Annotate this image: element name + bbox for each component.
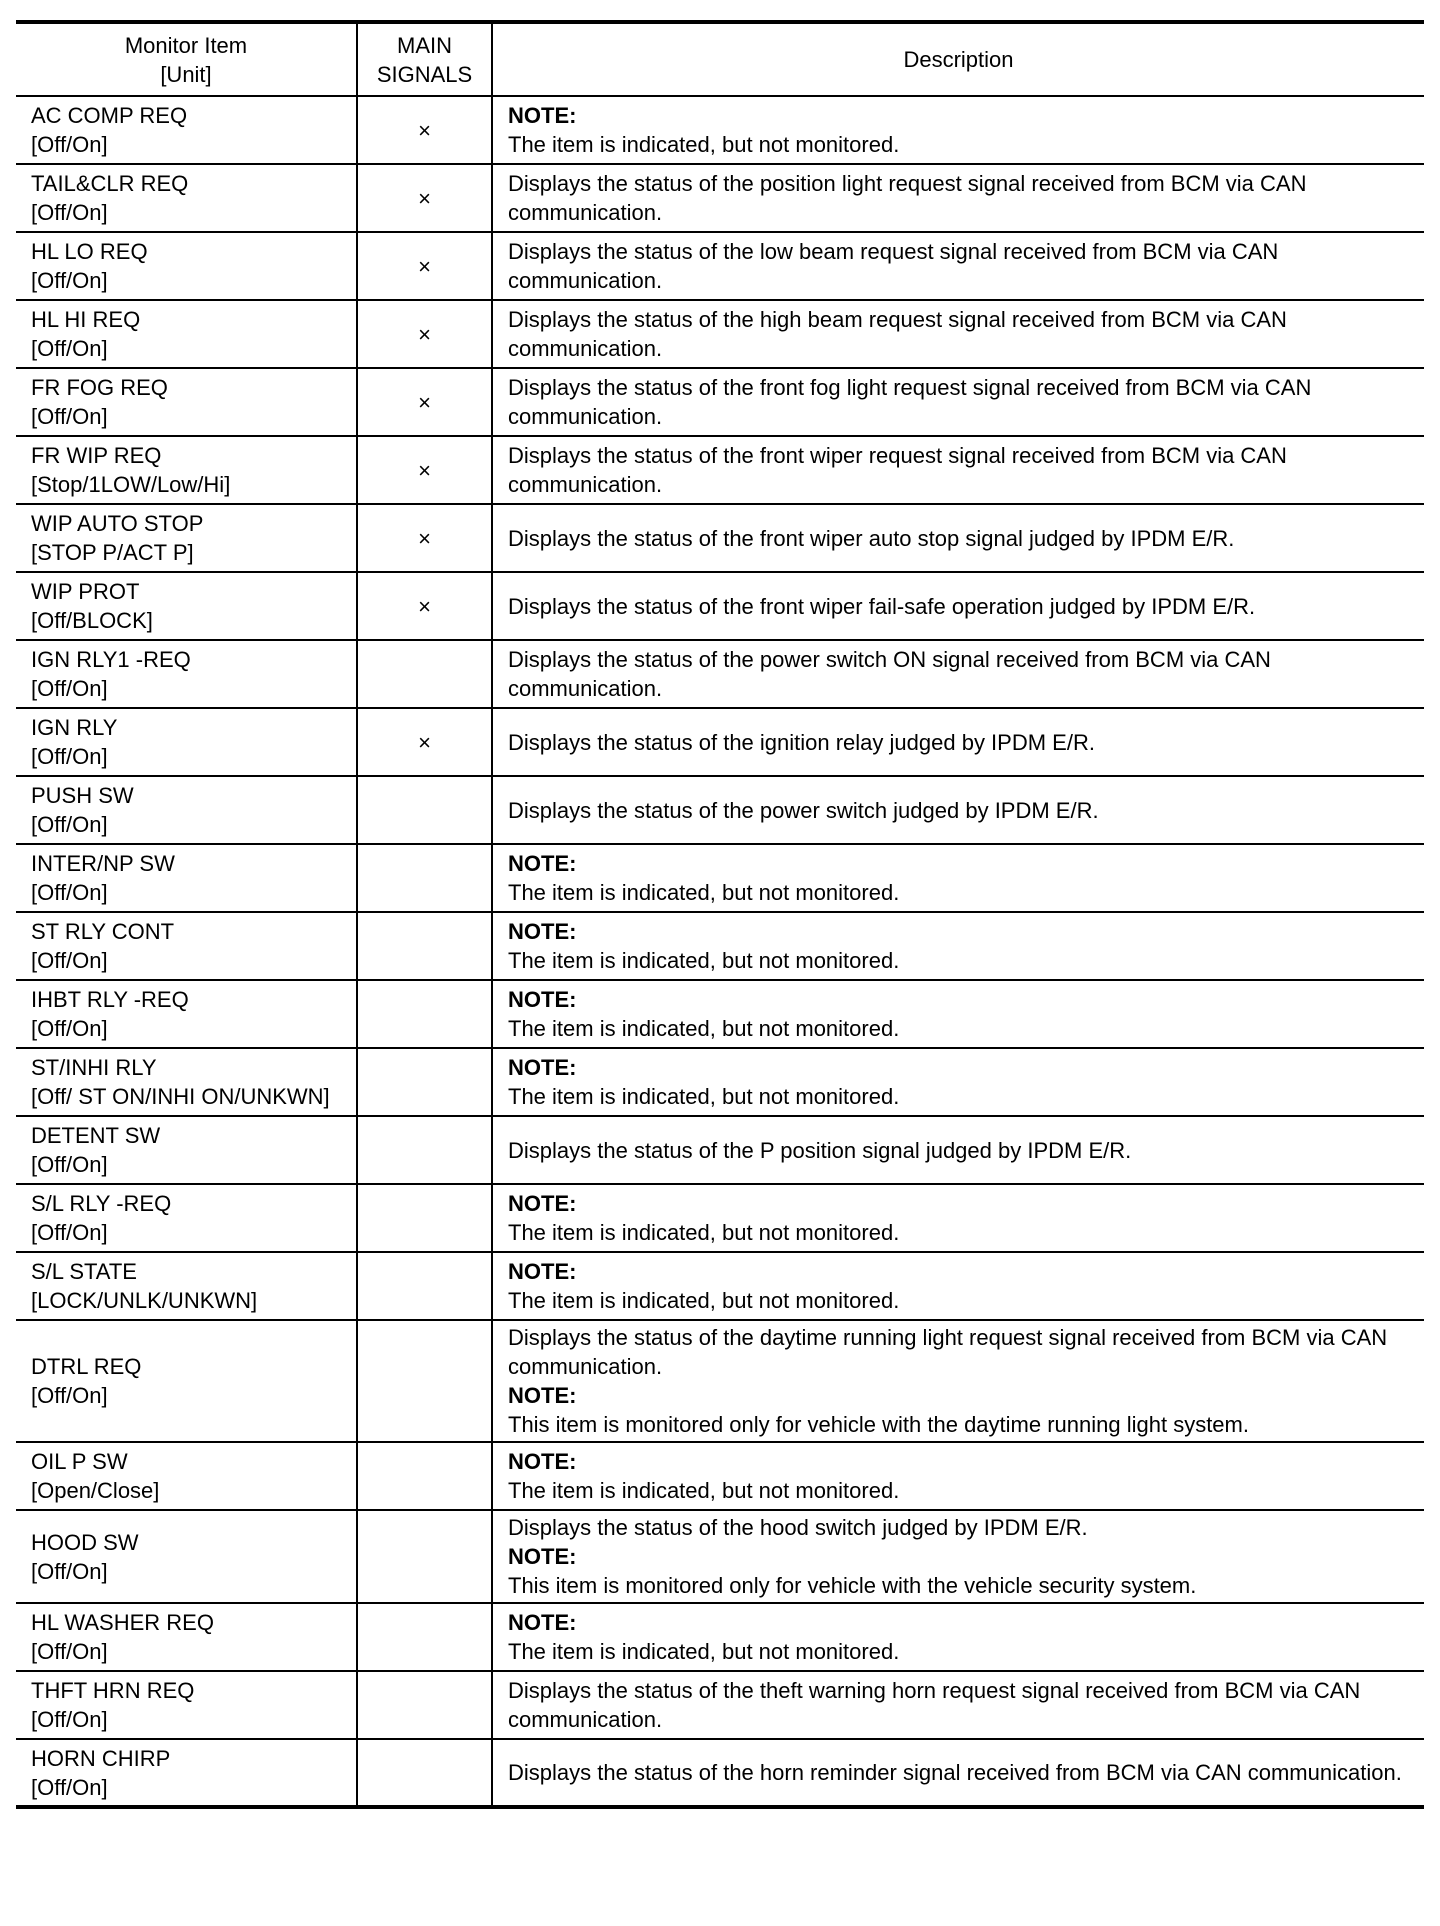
monitor-item-name: HL LO REQ: [31, 239, 148, 264]
monitor-item-unit: [Stop/1LOW/Low/Hi]: [31, 472, 231, 497]
description-cell: [492, 232, 1424, 300]
main-signal-mark: ×: [418, 729, 431, 755]
monitor-item-unit: [Off/On]: [31, 268, 108, 293]
monitor-item-unit: [Off/On]: [31, 1152, 108, 1177]
main-signal-cell: [357, 1603, 492, 1671]
main-signal-cell: [357, 232, 492, 300]
table-row: [16, 300, 1424, 368]
monitor-item-unit: [Off/On]: [31, 1639, 108, 1664]
monitor-item-name: IGN RLY1 -REQ: [31, 647, 191, 672]
main-signal-cell: [357, 1510, 492, 1603]
description-cell: [492, 1252, 1424, 1320]
note-label: NOTE:: [508, 103, 577, 128]
main-signal-mark: ×: [418, 321, 431, 347]
monitor-item-name: ST RLY CONT: [31, 919, 175, 944]
note-label: NOTE:: [508, 1449, 577, 1474]
main-signal-cell: [357, 1442, 492, 1510]
table-body: [16, 96, 1424, 1807]
monitor-item-cell: [16, 1603, 357, 1671]
monitor-item-name: S/L STATE: [31, 1259, 137, 1284]
main-signal-mark: ×: [418, 253, 431, 279]
table-row: [16, 368, 1424, 436]
main-signal-cell: [357, 1671, 492, 1739]
monitor-item-cell: [16, 96, 357, 164]
description-text: Displays the status of the front wiper request signal received from BCM via CAN communication.: [508, 443, 1287, 497]
monitor-item-cell: [16, 1739, 357, 1807]
monitor-item-unit: [Off/ ST ON/INHI ON/UNKWN]: [31, 1084, 330, 1109]
main-signal-cell: [357, 844, 492, 912]
note-text: The item is indicated, but not monitored.: [508, 1084, 900, 1109]
note-text: The item is indicated, but not monitored.: [508, 1220, 900, 1245]
main-signal-cell: [357, 912, 492, 980]
description-cell: [492, 640, 1424, 708]
description-text: Displays the status of the ignition relay judged by IPDM E/R.: [508, 729, 1095, 755]
description-cell: [492, 436, 1424, 504]
monitor-item-unit: [Off/On]: [31, 880, 108, 905]
description-text: Displays the status of the front wiper auto stop signal judged by IPDM E/R.: [508, 525, 1235, 551]
table-row: [16, 844, 1424, 912]
monitor-item-name: HL HI REQ: [31, 307, 141, 332]
monitor-item-cell: [16, 844, 357, 912]
table-row: [16, 572, 1424, 640]
description-text: Displays the status of the position light request signal received from BCM via CAN communication.: [508, 171, 1307, 225]
note-text: The item is indicated, but not monitored.: [508, 1639, 900, 1664]
table-row: [16, 708, 1424, 776]
note-text: The item is indicated, but not monitored.: [508, 1288, 900, 1313]
main-signal-cell: [357, 96, 492, 164]
monitor-item-unit: [Off/BLOCK]: [31, 608, 153, 633]
main-signal-cell: [357, 1320, 492, 1442]
monitor-item-unit: [STOP P/ACT P]: [31, 540, 194, 565]
header-monitor-item-label: Monitor Item: [124, 32, 248, 58]
description-text: Displays the status of the front wiper fail-safe operation judged by IPDM E/R.: [508, 593, 1256, 619]
description-text: Displays the status of the low beam request signal received from BCM via CAN communication.: [508, 239, 1279, 293]
monitor-item-name: TAIL&CLR REQ: [31, 171, 189, 196]
monitor-item-name: INTER/NP SW: [31, 851, 175, 876]
monitor-item-name: WIP PROT: [31, 579, 140, 604]
note-label: NOTE:: [508, 1610, 577, 1635]
description-text: Displays the status of the power switch ON signal received from BCM via CAN communication.: [508, 647, 1271, 701]
description-cell: [492, 96, 1424, 164]
table-row: [16, 1442, 1424, 1510]
main-signal-cell: [357, 1739, 492, 1807]
monitor-item-cell: [16, 572, 357, 640]
description-cell: [492, 708, 1424, 776]
description-cell: [492, 164, 1424, 232]
description-cell: [492, 572, 1424, 640]
note-text: The item is indicated, but not monitored.: [508, 948, 900, 973]
main-signal-cell: [357, 1116, 492, 1184]
table-row: [16, 164, 1424, 232]
note-label: NOTE:: [508, 1259, 577, 1284]
description-cell: [492, 1671, 1424, 1739]
monitor-item-name: AC COMP REQ: [31, 103, 188, 128]
monitor-item-unit: [LOCK/UNLK/UNKWN]: [31, 1288, 258, 1313]
table-row: [16, 232, 1424, 300]
monitor-item-cell: [16, 1252, 357, 1320]
monitor-item-unit: [Off/On]: [31, 1220, 108, 1245]
main-signal-mark: ×: [418, 185, 431, 211]
monitor-item-unit: [Off/On]: [31, 948, 108, 973]
header-description: [492, 22, 1424, 96]
description-cell: [492, 1320, 1424, 1442]
monitor-item-name: DETENT SW: [31, 1123, 161, 1148]
monitor-item-name: FR WIP REQ: [31, 443, 162, 468]
table-row: [16, 980, 1424, 1048]
description-cell: [492, 1739, 1424, 1807]
main-signal-cell: [357, 1184, 492, 1252]
monitor-item-cell: [16, 1184, 357, 1252]
header-main-label: MAIN: [397, 32, 452, 58]
main-signal-cell: [357, 1252, 492, 1320]
note-label: NOTE:: [508, 919, 577, 944]
note-text: The item is indicated, but not monitored.: [508, 880, 900, 905]
note-label: NOTE:: [508, 1055, 577, 1080]
monitor-item-unit: [Off/On]: [31, 744, 108, 769]
header-monitor-item: [16, 22, 357, 96]
monitor-item-cell: [16, 708, 357, 776]
monitor-item-cell: [16, 436, 357, 504]
monitor-item-name: WIP AUTO STOP: [31, 511, 204, 536]
monitor-item-cell: [16, 232, 357, 300]
monitor-item-cell: [16, 1116, 357, 1184]
monitor-item-unit: [Off/On]: [31, 812, 108, 837]
monitor-item-name: THFT HRN REQ: [31, 1678, 195, 1703]
header-signals-label: SIGNALS: [376, 61, 473, 87]
monitor-item-unit: [Off/On]: [31, 1707, 108, 1732]
monitor-item-cell: [16, 1442, 357, 1510]
table-row: [16, 1671, 1424, 1739]
main-signal-cell: [357, 640, 492, 708]
note-label: NOTE:: [508, 1544, 577, 1569]
table-row: [16, 912, 1424, 980]
table-row: [16, 1320, 1424, 1442]
monitor-item-name: HORN CHIRP: [31, 1745, 171, 1771]
monitor-item-unit: [Off/On]: [31, 1558, 108, 1584]
monitor-item-cell: [16, 1671, 357, 1739]
table-row: [16, 1252, 1424, 1320]
note-text: The item is indicated, but not monitored.: [508, 1016, 900, 1041]
monitor-item-cell: [16, 1048, 357, 1116]
monitor-item-table: [16, 20, 1424, 1809]
monitor-item-name: ST/INHI RLY: [31, 1055, 157, 1080]
header-main-signals: [357, 22, 492, 96]
monitor-item-unit: [Off/On]: [31, 676, 108, 701]
main-signal-mark: ×: [418, 117, 431, 143]
description-text: Displays the status of the hood switch judged by IPDM E/R.: [508, 1515, 1088, 1540]
note-text: The item is indicated, but not monitored.: [508, 132, 900, 157]
monitor-item-unit: [Off/On]: [31, 1016, 108, 1041]
monitor-item-cell: [16, 640, 357, 708]
monitor-item-name: HL WASHER REQ: [31, 1610, 214, 1635]
monitor-item-unit: [Open/Close]: [31, 1478, 160, 1503]
main-signal-cell: [357, 368, 492, 436]
monitor-item-name: FR FOG REQ: [31, 375, 168, 400]
monitor-item-unit: [Off/On]: [31, 1383, 108, 1408]
monitor-item-name: HOOD SW: [31, 1529, 139, 1555]
description-text: Displays the status of the high beam request signal received from BCM via CAN communication.: [508, 307, 1287, 361]
description-text: Displays the status of the P position signal judged by IPDM E/R.: [508, 1137, 1132, 1163]
description-cell: [492, 1116, 1424, 1184]
description-cell: [492, 844, 1424, 912]
table-row: [16, 1116, 1424, 1184]
monitor-item-cell: [16, 912, 357, 980]
monitor-item-name: OIL P SW: [31, 1449, 128, 1474]
main-signal-mark: ×: [418, 389, 431, 415]
description-cell: [492, 1442, 1424, 1510]
description-cell: [492, 1510, 1424, 1603]
table-header-row: [16, 22, 1424, 96]
monitor-item-unit: [Off/On]: [31, 1774, 108, 1800]
main-signal-cell: [357, 436, 492, 504]
table-row: [16, 1603, 1424, 1671]
note-text: This item is monitored only for vehicle with the vehicle security system.: [508, 1573, 1197, 1598]
description-cell: [492, 1603, 1424, 1671]
monitor-item-unit: [Off/On]: [31, 132, 108, 157]
description-cell: [492, 300, 1424, 368]
description-text: Displays the status of the daytime running light request signal received from BCM via CAN communication.: [508, 1325, 1388, 1379]
main-signal-mark: ×: [418, 457, 431, 483]
monitor-item-cell: [16, 776, 357, 844]
description-cell: [492, 912, 1424, 980]
monitor-item-name: IGN RLY: [31, 715, 118, 740]
table-row: [16, 1184, 1424, 1252]
description-text: Displays the status of the theft warning horn request signal received from BCM via CAN communication.: [508, 1678, 1361, 1732]
main-signal-cell: [357, 708, 492, 776]
note-label: NOTE:: [508, 1191, 577, 1216]
table-row: [16, 640, 1424, 708]
note-label: NOTE:: [508, 851, 577, 876]
description-text: Displays the status of the horn reminder signal received from BCM via CAN communication.: [508, 1760, 1402, 1785]
monitor-item-name: DTRL REQ: [31, 1354, 142, 1379]
header-unit-label: [Unit]: [160, 61, 212, 87]
note-label: NOTE:: [508, 1383, 577, 1408]
table-row: [16, 504, 1424, 572]
description-cell: [492, 368, 1424, 436]
description-text: Displays the status of the front fog light request signal received from BCM via CAN communication.: [508, 375, 1312, 429]
description-cell: [492, 504, 1424, 572]
monitor-item-table-document: [16, 20, 1424, 1809]
monitor-item-unit: [Off/On]: [31, 404, 108, 429]
table-row: [16, 776, 1424, 844]
monitor-item-name: PUSH SW: [31, 783, 134, 808]
note-text: The item is indicated, but not monitored.: [508, 1478, 900, 1503]
table-row: [16, 1048, 1424, 1116]
monitor-item-cell: [16, 1320, 357, 1442]
monitor-item-unit: [Off/On]: [31, 336, 108, 361]
monitor-item-cell: [16, 368, 357, 436]
monitor-item-unit: [Off/On]: [31, 200, 108, 225]
monitor-item-cell: [16, 300, 357, 368]
main-signal-cell: [357, 164, 492, 232]
main-signal-cell: [357, 980, 492, 1048]
description-cell: [492, 1048, 1424, 1116]
main-signal-cell: [357, 572, 492, 640]
description-text: Displays the status of the power switch judged by IPDM E/R.: [508, 797, 1099, 823]
main-signal-cell: [357, 776, 492, 844]
monitor-item-cell: [16, 504, 357, 572]
main-signal-mark: ×: [418, 593, 431, 619]
table-row: [16, 1739, 1424, 1807]
table-row: [16, 96, 1424, 164]
monitor-item-name: S/L RLY -REQ: [31, 1191, 172, 1216]
main-signal-cell: [357, 1048, 492, 1116]
main-signal-cell: [357, 300, 492, 368]
description-cell: [492, 1184, 1424, 1252]
note-label: NOTE:: [508, 987, 577, 1012]
monitor-item-cell: [16, 1510, 357, 1603]
monitor-item-cell: [16, 164, 357, 232]
main-signal-mark: ×: [418, 525, 431, 551]
description-cell: [492, 776, 1424, 844]
table-row: [16, 436, 1424, 504]
note-text: This item is monitored only for vehicle with the daytime running light system.: [508, 1412, 1249, 1437]
main-signal-cell: [357, 504, 492, 572]
header-description-label: Description: [903, 47, 1014, 72]
description-cell: [492, 980, 1424, 1048]
monitor-item-name: IHBT RLY -REQ: [31, 987, 189, 1012]
monitor-item-cell: [16, 980, 357, 1048]
table-row: [16, 1510, 1424, 1603]
